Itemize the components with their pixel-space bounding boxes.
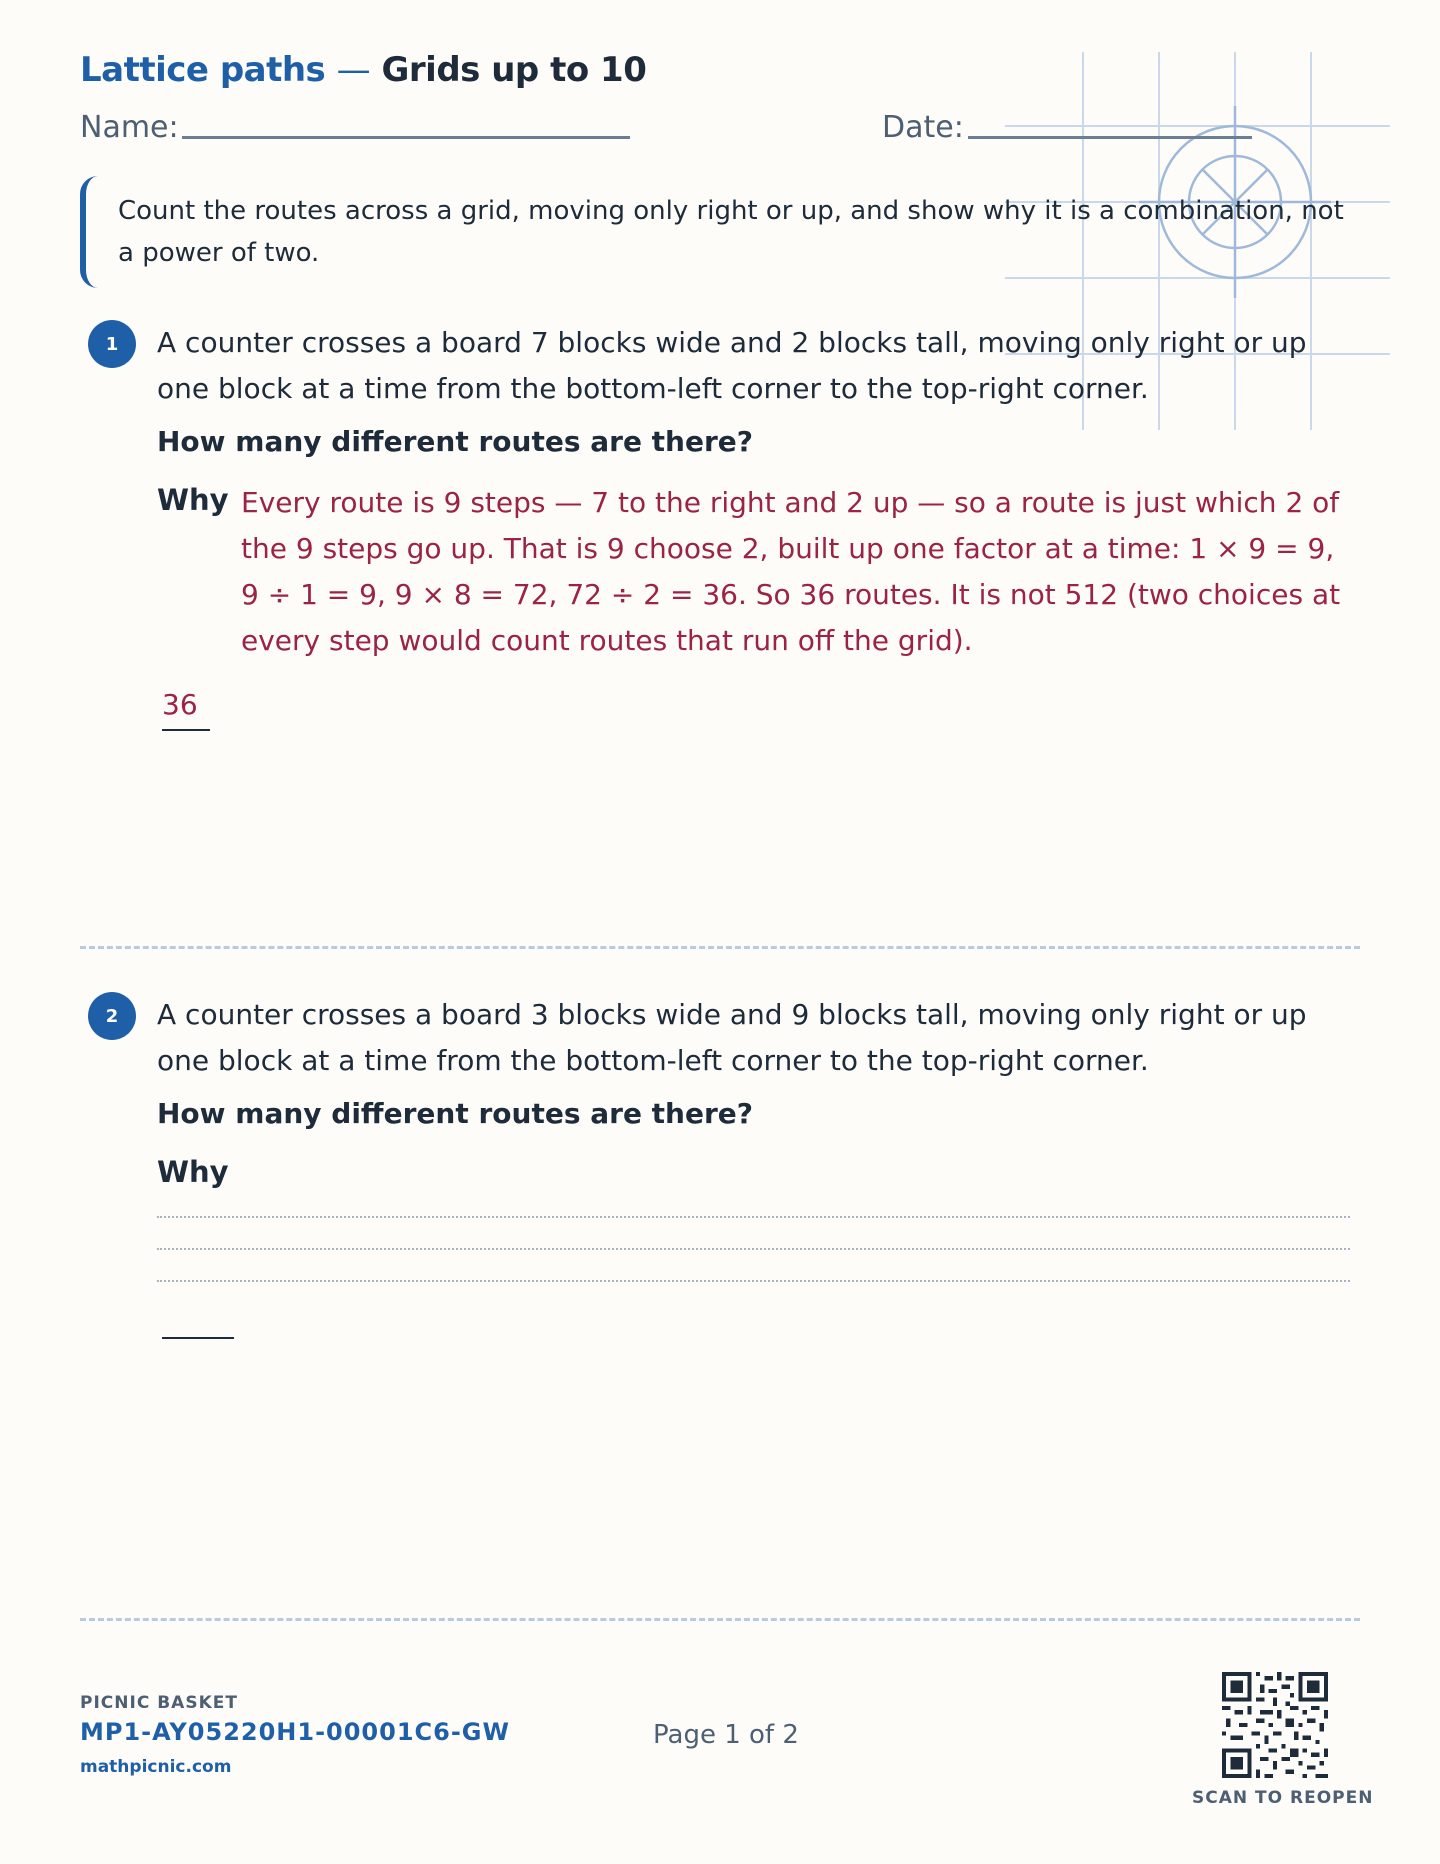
why-writing-line[interactable] [157,1280,1350,1282]
scan-caption: SCAN TO REOPEN [1192,1788,1374,1808]
name-field[interactable] [182,136,630,139]
question-1-answer-line[interactable] [162,729,210,731]
why-writing-line[interactable] [157,1248,1350,1250]
title-sub: Grids up to 10 [381,50,647,90]
question-1-why-label: Why [157,483,229,517]
page-number: Page 1 of 2 [653,1720,799,1750]
title-main: Lattice paths [80,50,326,90]
footer-site-link[interactable]: mathpicnic.com [80,1757,232,1777]
footer-worksheet-code: MP1-AY05220H1-00001C6-GW [80,1718,510,1746]
page-title [80,50,646,90]
intro-callout [80,176,1356,288]
why-writing-line[interactable] [157,1216,1350,1218]
qr-code-icon[interactable] [1222,1672,1328,1778]
question-2-why-label: Why [157,1155,229,1189]
title-separator: — [336,50,371,90]
question-1-why-text: Every route is 9 steps — 7 to the right and 2 up — so a route is just which 2 of the 9 steps go up. That is 9 choose 2, built up one factor at a time: 1 × 9 = 9, 9 ÷ 1 = 9, 9 × 8 = 72, 72 ÷ 2 = 36. So 36 routes. It is not 512 (two choices at every step would count routes that run off the grid). [241,486,1341,657]
intro-text: Count the routes across a grid, moving only right or up, and show why it is a combination, not a power of two. [118,196,1344,268]
question-1-answer: 36 [162,688,198,721]
question-1-ask: How many different routes are there? [157,425,754,458]
footer-brand: PICNIC BASKET [80,1693,238,1713]
name-label: Name: [80,110,179,145]
date-label: Date: [882,110,964,145]
question-2-answer-line[interactable] [162,1337,234,1339]
question-2-ask: How many different routes are there? [157,1097,754,1130]
question-2-text: A counter crosses a board 3 blocks wide and 9 blocks tall, moving only right or up one block at a time from the bottom-left corner to the top-right corner. [157,998,1307,1077]
section-divider [80,946,1360,949]
date-field[interactable] [968,136,1252,139]
question-1-text: A counter crosses a board 7 blocks wide and 2 blocks tall, moving only right or up one block at a time from the bottom-left corner to the top-right corner. [157,326,1307,405]
section-divider [80,1618,1360,1621]
question-2-number-badge: 2 [88,992,136,1040]
question-1-number-badge: 1 [88,320,136,368]
